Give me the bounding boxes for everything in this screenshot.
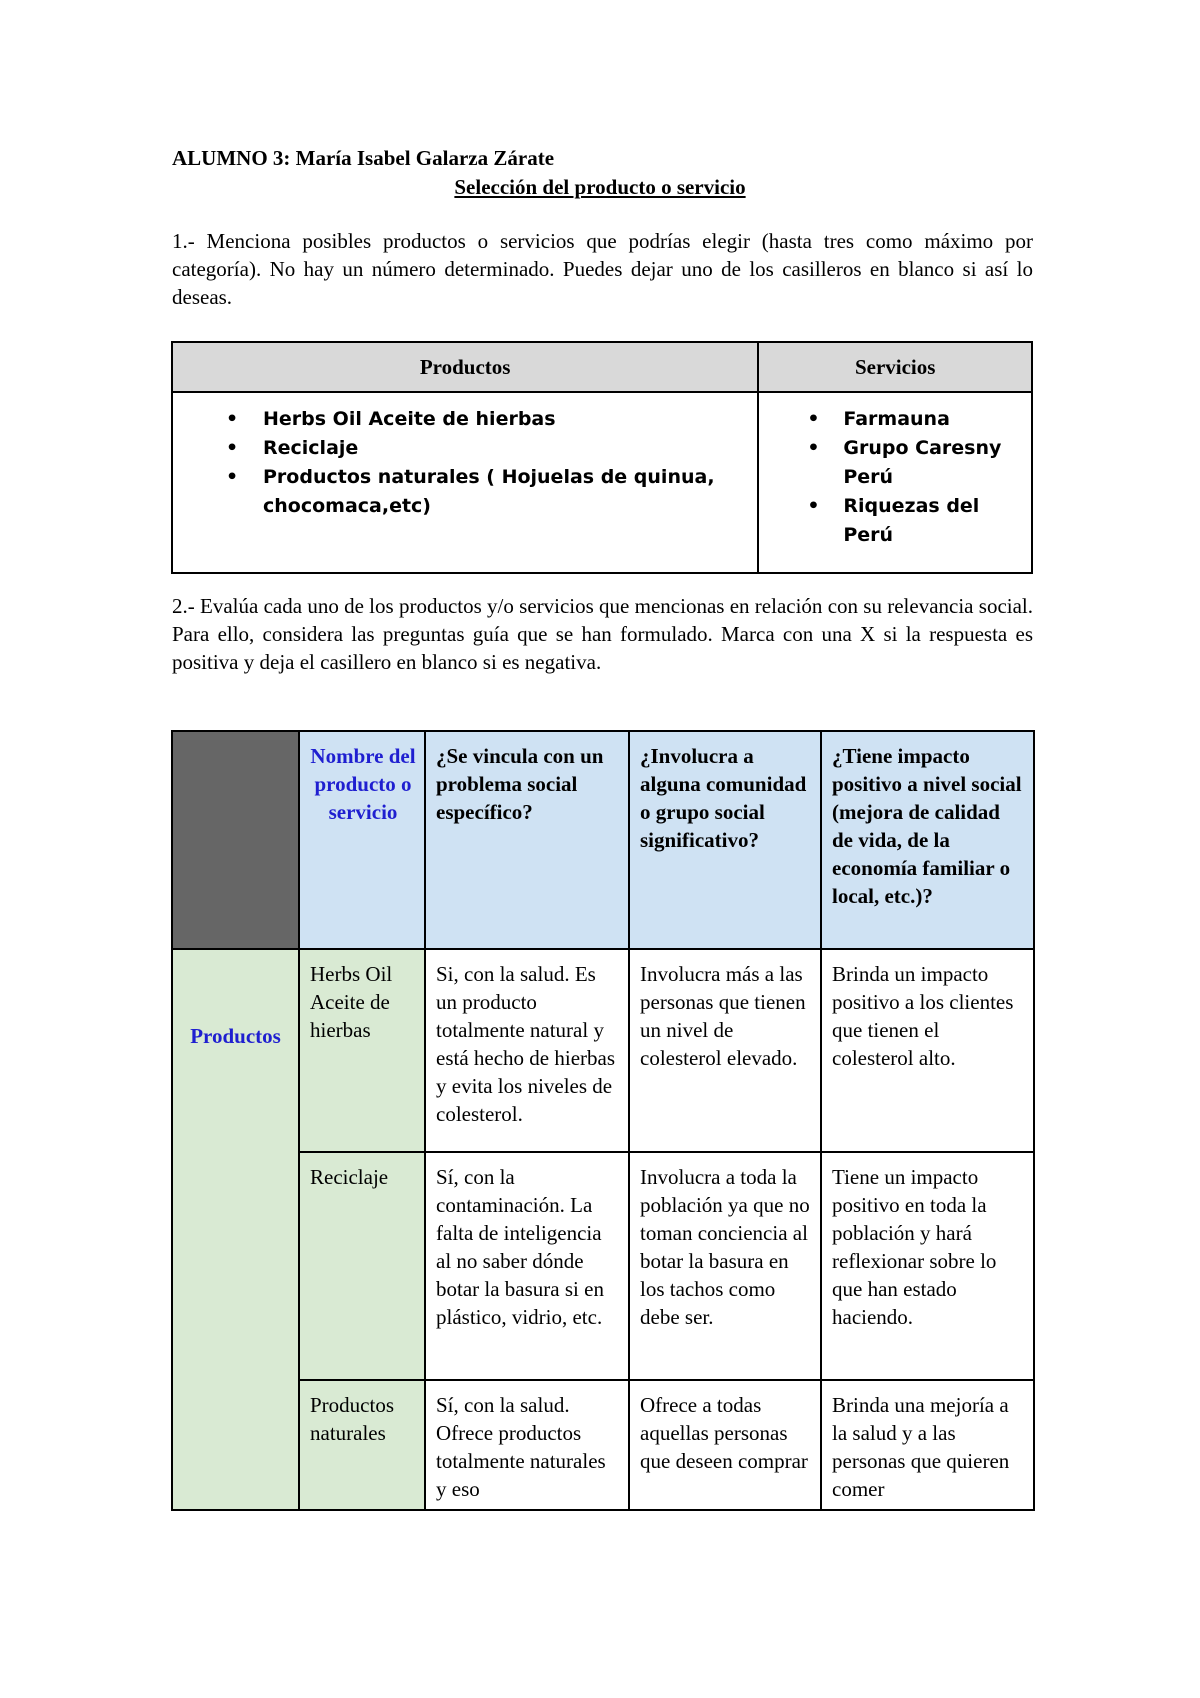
productos-list [181,405,749,521]
section-title: Selección del producto o servicio [454,175,746,199]
question-2: 2.- Evalúa cada uno de los productos y/o servicios que mencionas en relación con su relevancia social. Para ello, considera las preguntas guía que se han formulado. Marca con una X si la respuesta es positiva y deja el casillero en blanco si es negativa. [172,594,1033,674]
list-item: • Farmauna [767,405,1023,434]
product-name: Productos naturales [299,1380,425,1510]
problema-cell: Sí, con la contaminación. La falta de inteligencia al no saber dónde botar la basura si en plástico, vidrio, etc. [425,1152,629,1380]
servicios-cell [758,392,1032,573]
product-name: Herbs Oil Aceite de hierbas [299,949,425,1152]
product-name: Reciclaje [299,1152,425,1380]
products-services-table [171,341,1033,574]
impacto-cell: Tiene un impacto positivo en toda la población y hará reflexionar sobre lo que han estado haciendo. [821,1152,1034,1380]
impacto-cell: Brinda una mejoría a la salud y a las personas que quieren comer [821,1380,1034,1510]
impacto-cell: Brinda un impacto positivo a los clientes que tienen el colesterol alto. [821,949,1034,1152]
list-item: • Riquezas del Perú [767,492,1023,550]
category-label: Productos [172,949,299,1510]
list-item: • Herbs Oil Aceite de hierbas [181,405,749,434]
comunidad-cell: Involucra a toda la población ya que no toman conciencia al botar la basura en los tachos como debe ser. [629,1152,821,1380]
problema-cell: Sí, con la salud. Ofrece productos totalmente naturales y eso [425,1380,629,1510]
list-item: • Grupo Caresny Perú [767,434,1023,492]
question-1: 1.- Menciona posibles productos o servicios que podrías elegir (hasta tres como máximo por categoría). No hay un número determinado. Puedes dejar uno de los casilleros en blanco si así lo deseas. [172,229,1033,309]
col-header-comunidad: ¿Involucra a alguna comunidad o grupo social significativo? [629,731,821,949]
evaluation-table [171,730,1035,1511]
col-header-problema: ¿Se vincula con un problema social específico? [425,731,629,949]
col-header-nombre: Nombre del producto o servicio [299,731,425,949]
col-header-impacto: ¿Tiene impacto positivo a nivel social (mejora de calidad de vida, de la economía familiar o local, etc.)? [821,731,1034,949]
corner-cell [172,731,299,949]
problema-cell: Si, con la salud. Es un producto totalmente natural y está hecho de hierbas y evita los niveles de colesterol. [425,949,629,1152]
list-item: • Reciclaje [181,434,749,463]
productos-cell [172,392,758,573]
col-header-productos: Productos [172,342,758,392]
table-row [172,1380,1034,1510]
servicios-list [767,405,1023,550]
list-item: • Productos naturales ( Hojuelas de quinua, chocomaca,etc) [181,463,749,521]
comunidad-cell: Ofrece a todas aquellas personas que deseen comprar [629,1380,821,1510]
comunidad-cell: Involucra más a las personas que tienen un nivel de colesterol elevado. [629,949,821,1152]
col-header-servicios: Servicios [758,342,1032,392]
table-row [172,949,1034,1152]
table-row [172,1152,1034,1380]
student-heading: ALUMNO 3: María Isabel Galarza Zárate [172,146,555,170]
